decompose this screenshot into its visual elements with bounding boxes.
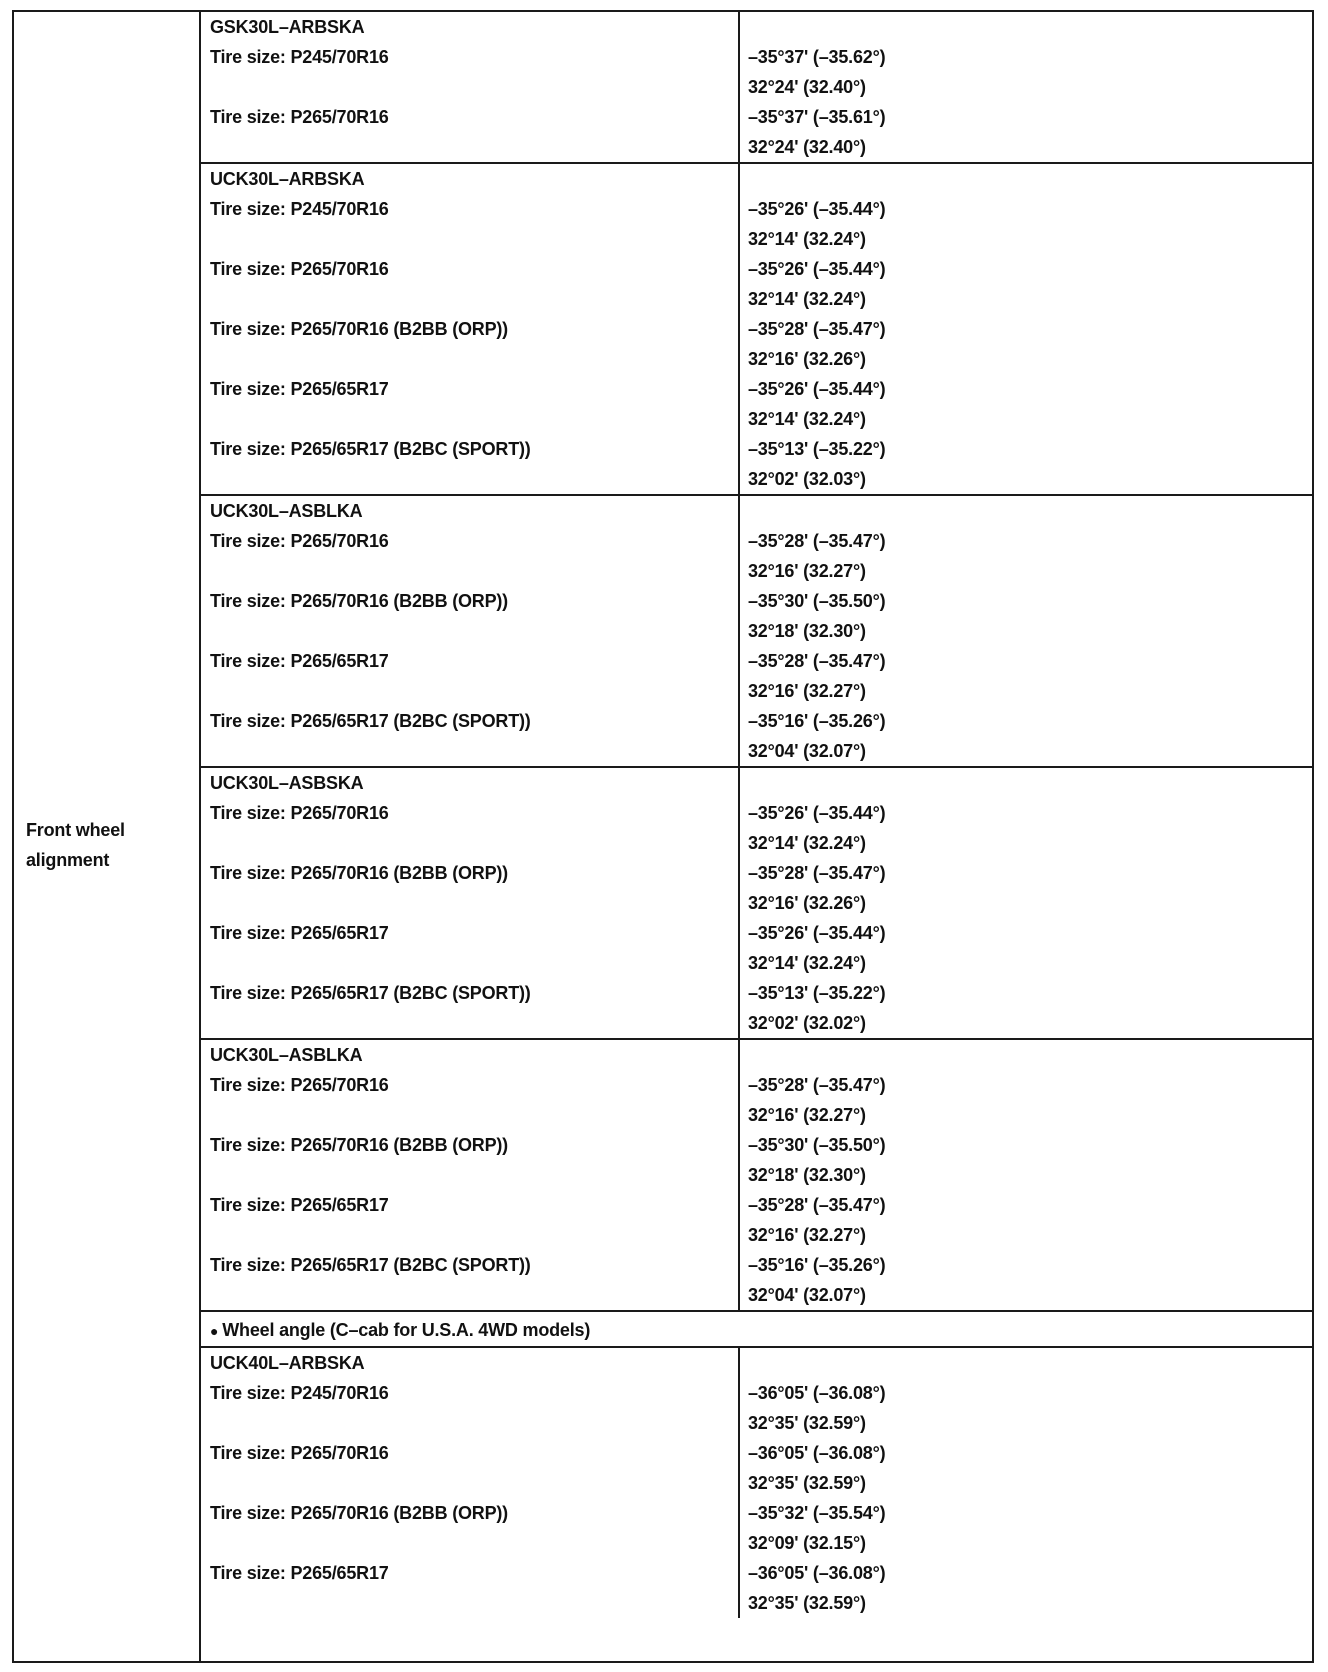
tire-size: Tire size: P265/65R17 (B2BC (SPORT)): [210, 439, 531, 459]
tire-row-outer: [201, 1528, 1312, 1558]
tire-row: [201, 42, 1312, 72]
tire-size: Tire size: P265/70R16: [210, 107, 389, 127]
model-block: [201, 1040, 1312, 1312]
outer-angle: 32°09' (32.15°): [748, 1533, 866, 1553]
tire-row-outer: [201, 404, 1312, 434]
tire-row: [201, 1378, 1312, 1408]
inner-angle: –35°16' (–35.26°): [748, 1255, 886, 1275]
tire-size: Tire size: P265/65R17: [210, 923, 389, 943]
tire-size: Tire size: P265/65R17: [210, 1563, 389, 1583]
tire-size: Tire size: P245/70R16: [210, 1383, 389, 1403]
inner-angle: –35°28' (–35.47°): [748, 319, 886, 339]
tire-row-outer: [201, 948, 1312, 978]
outer-angle: 32°04' (32.07°): [748, 1285, 866, 1305]
tire-row-outer: [201, 888, 1312, 918]
model-block: [201, 496, 1312, 768]
model-title-row: [201, 1040, 1312, 1070]
model-title-row: [201, 164, 1312, 194]
tire-size: Tire size: P265/70R16: [210, 803, 389, 823]
outer-angle: 32°14' (32.24°): [748, 953, 866, 973]
tire-size: Tire size: P265/70R16 (B2BB (ORP)): [210, 1135, 508, 1155]
outer-angle: 32°14' (32.24°): [748, 409, 866, 429]
model-code: UCK40L–ARBSKA: [210, 1353, 365, 1373]
outer-angle: 32°02' (32.03°): [748, 469, 866, 489]
tire-row-outer: [201, 1408, 1312, 1438]
model-block: [201, 768, 1312, 1040]
category-column: [14, 12, 201, 1661]
model-block: [201, 164, 1312, 496]
outer-angle: 32°16' (32.27°): [748, 1225, 866, 1245]
tire-row-outer: [201, 464, 1312, 494]
category-label: Front wheel alignment: [26, 820, 125, 870]
tire-size: Tire size: P265/65R17: [210, 651, 389, 671]
inner-angle: –35°32' (–35.54°): [748, 1503, 886, 1523]
tire-size: Tire size: P265/65R17: [210, 379, 389, 399]
inner-angle: –36°05' (–36.08°): [748, 1383, 886, 1403]
tire-size: Tire size: P265/70R16: [210, 259, 389, 279]
outer-angle: 32°16' (32.27°): [748, 681, 866, 701]
bullet-icon: ●: [210, 1323, 219, 1339]
model-title-row: [201, 496, 1312, 526]
inner-angle: –35°28' (–35.47°): [748, 1195, 886, 1215]
spec-values-column: [201, 12, 1312, 1661]
inner-angle: –36°05' (–36.08°): [748, 1563, 886, 1583]
tire-row: [201, 1070, 1312, 1100]
tire-row-outer: [201, 224, 1312, 254]
outer-angle: 32°16' (32.27°): [748, 1105, 866, 1125]
tire-row-outer: [201, 676, 1312, 706]
outer-angle: 32°18' (32.30°): [748, 621, 866, 641]
inner-angle: –35°28' (–35.47°): [748, 863, 886, 883]
outer-angle: 32°16' (32.26°): [748, 349, 866, 369]
outer-angle: 32°16' (32.26°): [748, 893, 866, 913]
inner-angle: –35°28' (–35.47°): [748, 651, 886, 671]
tire-row: [201, 706, 1312, 736]
tire-row: [201, 254, 1312, 284]
tire-row: [201, 1498, 1312, 1528]
tire-row: [201, 434, 1312, 464]
outer-angle: 32°24' (32.40°): [748, 137, 866, 157]
tire-row-outer: [201, 1100, 1312, 1130]
model-code: UCK30L–ASBLKA: [210, 501, 363, 521]
inner-angle: –35°26' (–35.44°): [748, 803, 886, 823]
inner-angle: –35°26' (–35.44°): [748, 379, 886, 399]
tire-row: [201, 1190, 1312, 1220]
outer-angle: 32°14' (32.24°): [748, 833, 866, 853]
outer-angle: 32°16' (32.27°): [748, 561, 866, 581]
inner-angle: –35°28' (–35.47°): [748, 531, 886, 551]
model-title-row: [201, 12, 1312, 42]
tire-row: [201, 798, 1312, 828]
tire-size: Tire size: P265/70R16: [210, 1075, 389, 1095]
inner-angle: –35°13' (–35.22°): [748, 983, 886, 1003]
tire-row: [201, 1130, 1312, 1160]
tire-row: [201, 646, 1312, 676]
tire-row: [201, 1250, 1312, 1280]
outer-angle: 32°24' (32.40°): [748, 77, 866, 97]
tire-size: Tire size: P265/70R16 (B2BB (ORP)): [210, 591, 508, 611]
tire-size: Tire size: P265/70R16 (B2BB (ORP)): [210, 319, 508, 339]
inner-angle: –35°30' (–35.50°): [748, 591, 886, 611]
tire-size: Tire size: P245/70R16: [210, 199, 389, 219]
tire-size: Tire size: P265/65R17 (B2BC (SPORT)): [210, 983, 531, 1003]
outer-angle: 32°18' (32.30°): [748, 1165, 866, 1185]
inner-angle: –35°26' (–35.44°): [748, 259, 886, 279]
tire-row: [201, 1438, 1312, 1468]
inner-angle: –35°26' (–35.44°): [748, 199, 886, 219]
tire-row-outer: [201, 72, 1312, 102]
tire-row-outer: [201, 736, 1312, 766]
tire-row-outer: [201, 1280, 1312, 1310]
tire-size: Tire size: P265/70R16 (B2BB (ORP)): [210, 863, 508, 883]
tire-size: Tire size: P265/65R17: [210, 1195, 389, 1215]
model-block: [201, 12, 1312, 164]
model-code: GSK30L–ARBSKA: [210, 17, 365, 37]
outer-angle: 32°14' (32.24°): [748, 289, 866, 309]
tire-row-outer: [201, 1220, 1312, 1250]
note-text: Wheel angle (C–cab for U.S.A. 4WD models): [222, 1320, 591, 1340]
tire-size: Tire size: P265/70R16: [210, 1443, 389, 1463]
tire-row-outer: [201, 1588, 1312, 1618]
tire-row: [201, 978, 1312, 1008]
model-code: UCK30L–ASBSKA: [210, 773, 364, 793]
tire-row: [201, 102, 1312, 132]
tire-row: [201, 858, 1312, 888]
outer-angle: 32°14' (32.24°): [748, 229, 866, 249]
model-code: UCK30L–ASBLKA: [210, 1045, 363, 1065]
inner-angle: –35°16' (–35.26°): [748, 711, 886, 731]
tire-row: [201, 374, 1312, 404]
tire-row-outer: [201, 284, 1312, 314]
tire-size: Tire size: P265/70R16 (B2BB (ORP)): [210, 1503, 508, 1523]
outer-angle: 32°02' (32.02°): [748, 1013, 866, 1033]
spec-table: [12, 10, 1314, 1663]
tire-row: [201, 194, 1312, 224]
model-title-row: [201, 768, 1312, 798]
model-code: UCK30L–ARBSKA: [210, 169, 365, 189]
tire-row-outer: [201, 616, 1312, 646]
tire-row-outer: [201, 344, 1312, 374]
model-title-row: [201, 1348, 1312, 1378]
tire-row: [201, 314, 1312, 344]
inner-angle: –35°37' (–35.61°): [748, 107, 886, 127]
inner-angle: –35°30' (–35.50°): [748, 1135, 886, 1155]
inner-angle: –36°05' (–36.08°): [748, 1443, 886, 1463]
tire-size: Tire size: P265/65R17 (B2BC (SPORT)): [210, 711, 531, 731]
tire-row-outer: [201, 556, 1312, 586]
inner-angle: –35°37' (–35.62°): [748, 47, 886, 67]
outer-angle: 32°35' (32.59°): [748, 1593, 866, 1613]
tire-size: Tire size: P265/65R17 (B2BC (SPORT)): [210, 1255, 531, 1275]
tire-size: Tire size: P265/70R16: [210, 531, 389, 551]
tire-row: [201, 1558, 1312, 1588]
inner-angle: –35°26' (–35.44°): [748, 923, 886, 943]
outer-angle: 32°04' (32.07°): [748, 741, 866, 761]
tire-row-outer: [201, 1468, 1312, 1498]
outer-angle: 32°35' (32.59°): [748, 1473, 866, 1493]
tire-row: [201, 586, 1312, 616]
inner-angle: –35°13' (–35.22°): [748, 439, 886, 459]
inner-angle: –35°28' (–35.47°): [748, 1075, 886, 1095]
tire-row: [201, 526, 1312, 556]
tire-row-outer: [201, 828, 1312, 858]
tire-row-outer: [201, 1008, 1312, 1038]
wheel-angle-note: [201, 1312, 1312, 1348]
outer-angle: 32°35' (32.59°): [748, 1413, 866, 1433]
tire-row-outer: [201, 1160, 1312, 1190]
tire-size: Tire size: P245/70R16: [210, 47, 389, 67]
tire-row-outer: [201, 132, 1312, 162]
tire-row: [201, 918, 1312, 948]
model-block: [201, 1348, 1312, 1618]
